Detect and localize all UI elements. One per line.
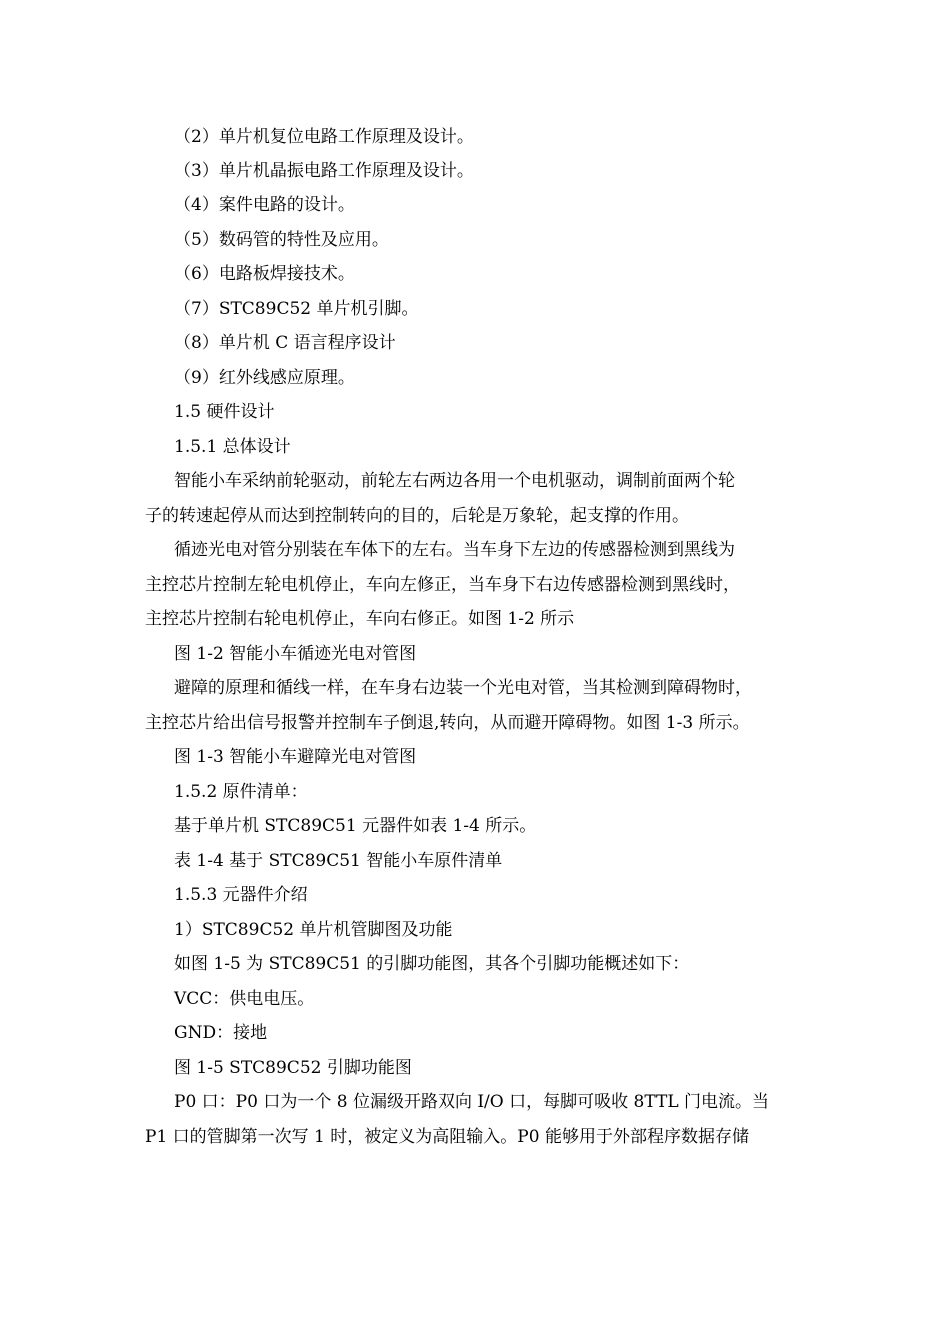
paragraph-tracking-line-3: 主控芯片控制右轮电机停止，车向右修正。如图 1-2 所示	[145, 609, 575, 629]
list-item-digital-tube: （5）数码管的特性及应用。	[174, 230, 389, 250]
section-heading-hardware-design: 1.5 硬件设计	[174, 402, 275, 422]
paragraph-obstacle-line-2: 主控芯片给出信号报警并控制车子倒退,转向，从而避开障碍物。如图 1-3 所示。	[145, 713, 750, 733]
section-heading-components: 1.5.3 元器件介绍	[174, 885, 308, 905]
paragraph-pin-intro: 如图 1-5 为 STC89C51 的引脚功能图，其各个引脚功能概述如下：	[174, 954, 690, 974]
section-heading-parts-list: 1.5.2 原件清单：	[174, 782, 308, 802]
list-item-mcu-pins: （7）STC89C52 单片机引脚。	[174, 299, 419, 319]
figure-caption-1-2: 图 1-2 智能小车循迹光电对管图	[174, 644, 417, 664]
figure-caption-1-5: 图 1-5 STC89C52 引脚功能图	[174, 1058, 412, 1078]
list-item-pcb-soldering: （6）电路板焊接技术。	[174, 264, 355, 284]
list-item-infrared: （9）红外线感应原理。	[174, 368, 355, 388]
paragraph-p0-line-1: P0 口：P0 口为一个 8 位漏级开路双向 I/O 口，每脚可吸收 8TTL 门电流。当	[174, 1092, 770, 1112]
list-item-c-programming: （8）单片机 C 语言程序设计	[174, 333, 396, 353]
pin-vcc: VCC：供电电压。	[174, 989, 315, 1009]
subheading-pin-diagram: 1）STC89C52 单片机管脚图及功能	[174, 920, 453, 940]
paragraph-parts-intro: 基于单片机 STC89C51 元器件如表 1-4 所示。	[174, 816, 537, 836]
figure-caption-1-3: 图 1-3 智能小车避障光电对管图	[174, 747, 417, 767]
list-item-crystal-circuit: （3）单片机晶振电路工作原理及设计。	[174, 161, 474, 181]
list-item-key-circuit: （4）案件电路的设计。	[174, 195, 355, 215]
section-heading-overall-design: 1.5.1 总体设计	[174, 437, 291, 457]
paragraph-tracking-line-1: 循迹光电对管分别装在车体下的左右。当车身下左边的传感器检测到黑线为	[174, 540, 735, 560]
pin-gnd: GND：接地	[174, 1023, 268, 1043]
list-item-reset-circuit: （2）单片机复位电路工作原理及设计。	[174, 127, 474, 147]
paragraph-drive-line-2: 子的转速起停从而达到控制转向的目的，后轮是万象轮，起支撑的作用。	[145, 506, 689, 526]
paragraph-obstacle-line-1: 避障的原理和循线一样，在车身右边装一个光电对管，当其检测到障碍物时，	[174, 678, 752, 698]
paragraph-p0-line-2: P1 口的管脚第一次写 1 时，被定义为高阻输入。P0 能够用于外部程序数据存储	[145, 1127, 749, 1147]
table-caption-1-4: 表 1-4 基于 STC89C51 智能小车原件清单	[174, 851, 503, 871]
paragraph-drive-line-1: 智能小车采纳前轮驱动，前轮左右两边各用一个电机驱动，调制前面两个轮	[174, 471, 735, 491]
paragraph-tracking-line-2: 主控芯片控制左轮电机停止，车向左修正，当车身下右边传感器检测到黑线时，	[145, 575, 740, 595]
